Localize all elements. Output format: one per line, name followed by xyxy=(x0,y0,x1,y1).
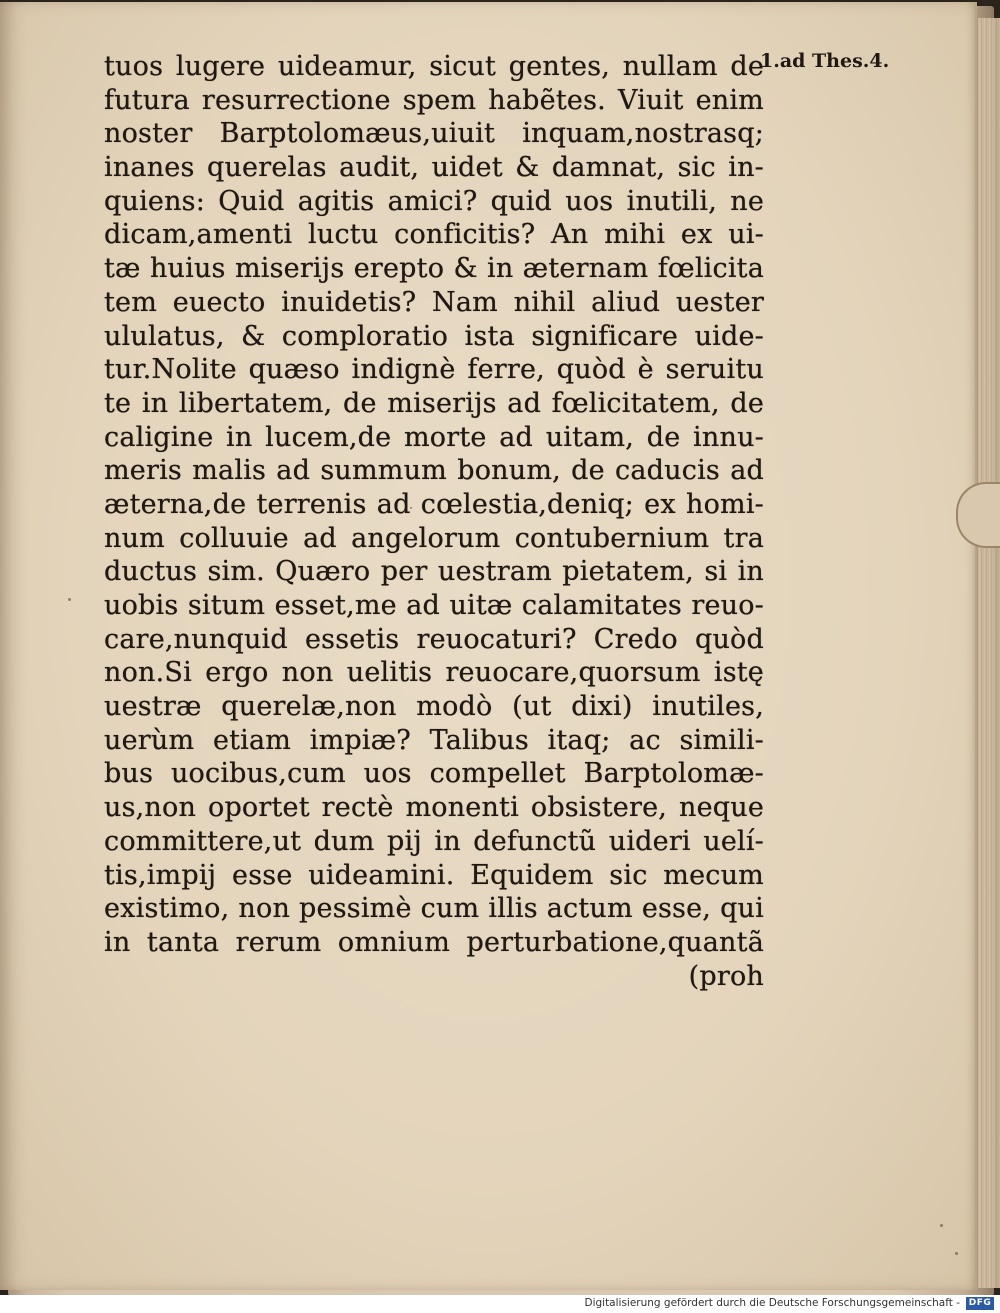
text-line: uestræ querelæ,non modò (ut dixi) inutiles, xyxy=(104,691,764,723)
catchword: (proh xyxy=(688,960,764,992)
body-text xyxy=(104,50,764,993)
footer-bar xyxy=(0,1295,1000,1313)
text-line: tuos lugere uideamur, sicut gentes, nullam de xyxy=(104,51,764,82)
text-line: num colluuie ad angelorum contubernium tra xyxy=(104,522,764,554)
text-line: tur.Nolite quæso indignè ferre, quòd è seruitu xyxy=(104,354,764,386)
text-line: bus uocibus,cum uos compellet Barptolomæ- xyxy=(104,758,764,790)
paper-speck xyxy=(68,598,71,601)
book-page xyxy=(0,2,977,1290)
footer-credit: Digitalisierung gefördert durch die Deutsche Forschungsgemeinschaft - xyxy=(584,1297,960,1309)
text-line: in tanta rerum omnium perturbatione,quantã xyxy=(104,926,764,958)
text-line: committere,ut dum pij in defunctũ uideri uelí- xyxy=(104,825,764,857)
text-line: uerùm etiam impiæ? Talibus itaq; ac simili- xyxy=(104,724,764,756)
text-line: te in libertatem, de miserijs ad fœlicitatem, de xyxy=(104,387,764,419)
text-line: tis,impij esse uideamini. Equidem sic mecum xyxy=(104,859,764,891)
paper-speck xyxy=(955,1252,958,1255)
paper-speck xyxy=(940,1224,943,1227)
text-line: caligine in lucem,de morte ad uitam, de innu- xyxy=(104,421,764,453)
text-line: non.Si ergo non uelitis reuocare,quorsum istę xyxy=(104,657,764,689)
text-line: noster Barptolomæus,uiuit inquam,nostrasq; xyxy=(104,118,764,150)
text-line: ululatus, & comploratio ista significare uide- xyxy=(104,320,764,352)
text-line: dicam,amenti luctu conficitis? An mihi ex ui- xyxy=(104,219,764,251)
marginal-note: 1.ad Thes.4. xyxy=(760,50,890,72)
text-line: meris malis ad summum bonum, de caducis ad xyxy=(104,455,764,487)
text-line: us,non oportet rectè monenti obsistere, neque xyxy=(104,792,764,824)
text-line: care,nunquid essetis reuocaturi? Credo quòd xyxy=(104,623,764,655)
text-line: æterna,de terrenis ad cœlestia,deniq; ex homi- xyxy=(104,488,764,520)
text-line: quiens: Quid agitis amici? quid uos inutili, ne xyxy=(104,185,764,217)
text-line: futura resurrectione spem habẽtes. Viuit enim xyxy=(104,84,764,116)
text-line: tem euecto inuidetis? Nam nihil aliud uester xyxy=(104,286,764,318)
dfg-logo: DFG xyxy=(966,1297,994,1310)
text-line: tæ huius miserijs erepto & in æternam fœlicita xyxy=(104,253,764,285)
text-line: existimo, non pessimè cum illis actum esse, qui xyxy=(104,893,764,925)
text-line: ductus sim. Quæro per uestram pietatem, si in xyxy=(104,556,764,588)
text-line: uobis situm esset,me ad uitæ calamitates reuo- xyxy=(104,590,764,621)
text-line: inanes querelas audit, uidet & damnat, sic in- xyxy=(104,152,764,184)
page-edges xyxy=(978,18,1000,1288)
